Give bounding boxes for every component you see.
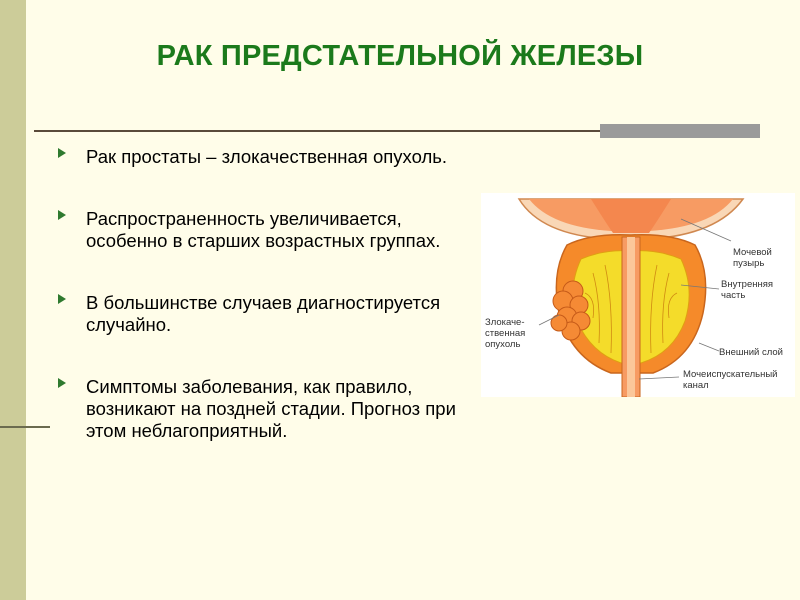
bullet-item (56, 376, 476, 442)
bullet-list (56, 146, 476, 442)
left-decor-divider (0, 426, 50, 428)
triangle-bullet-icon (58, 294, 66, 304)
bullet-text: В большинстве случаев диагностируется случайно. (86, 292, 441, 335)
title-underline-block (600, 124, 760, 138)
bullet-item (56, 208, 476, 252)
label-tumor: Злокаче- ственная опухоль (485, 317, 526, 350)
bullet-text: Распространенность увеличивается, особенно в старших возрастных группах. (86, 208, 441, 251)
label-urethra: Мочеиспускательный канал (683, 369, 778, 391)
slide-title: РАК ПРЕДСТАТЕЛЬНОЙ ЖЕЛЕЗЫ (156, 40, 644, 72)
bullet-text: Симптомы заболевания, как правило, возникают на поздней стадии. Прогноз при этом неблагоприятный. (86, 376, 456, 441)
label-inner-part: Внутренняя часть (721, 279, 774, 301)
left-decor-bar (0, 0, 26, 600)
bullet-item (56, 146, 476, 168)
prostate-anatomy-figure (481, 193, 795, 397)
bullet-text: Рак простаты – злокачественная опухоль. (86, 146, 448, 167)
label-outer-layer: Внешний слой (719, 347, 783, 358)
triangle-bullet-icon (58, 148, 66, 158)
label-bladder: Мочевой пузырь (733, 247, 772, 269)
triangle-bullet-icon (58, 210, 66, 220)
urethra-lumen (627, 237, 635, 397)
bullet-item (56, 292, 476, 336)
triangle-bullet-icon (58, 378, 66, 388)
